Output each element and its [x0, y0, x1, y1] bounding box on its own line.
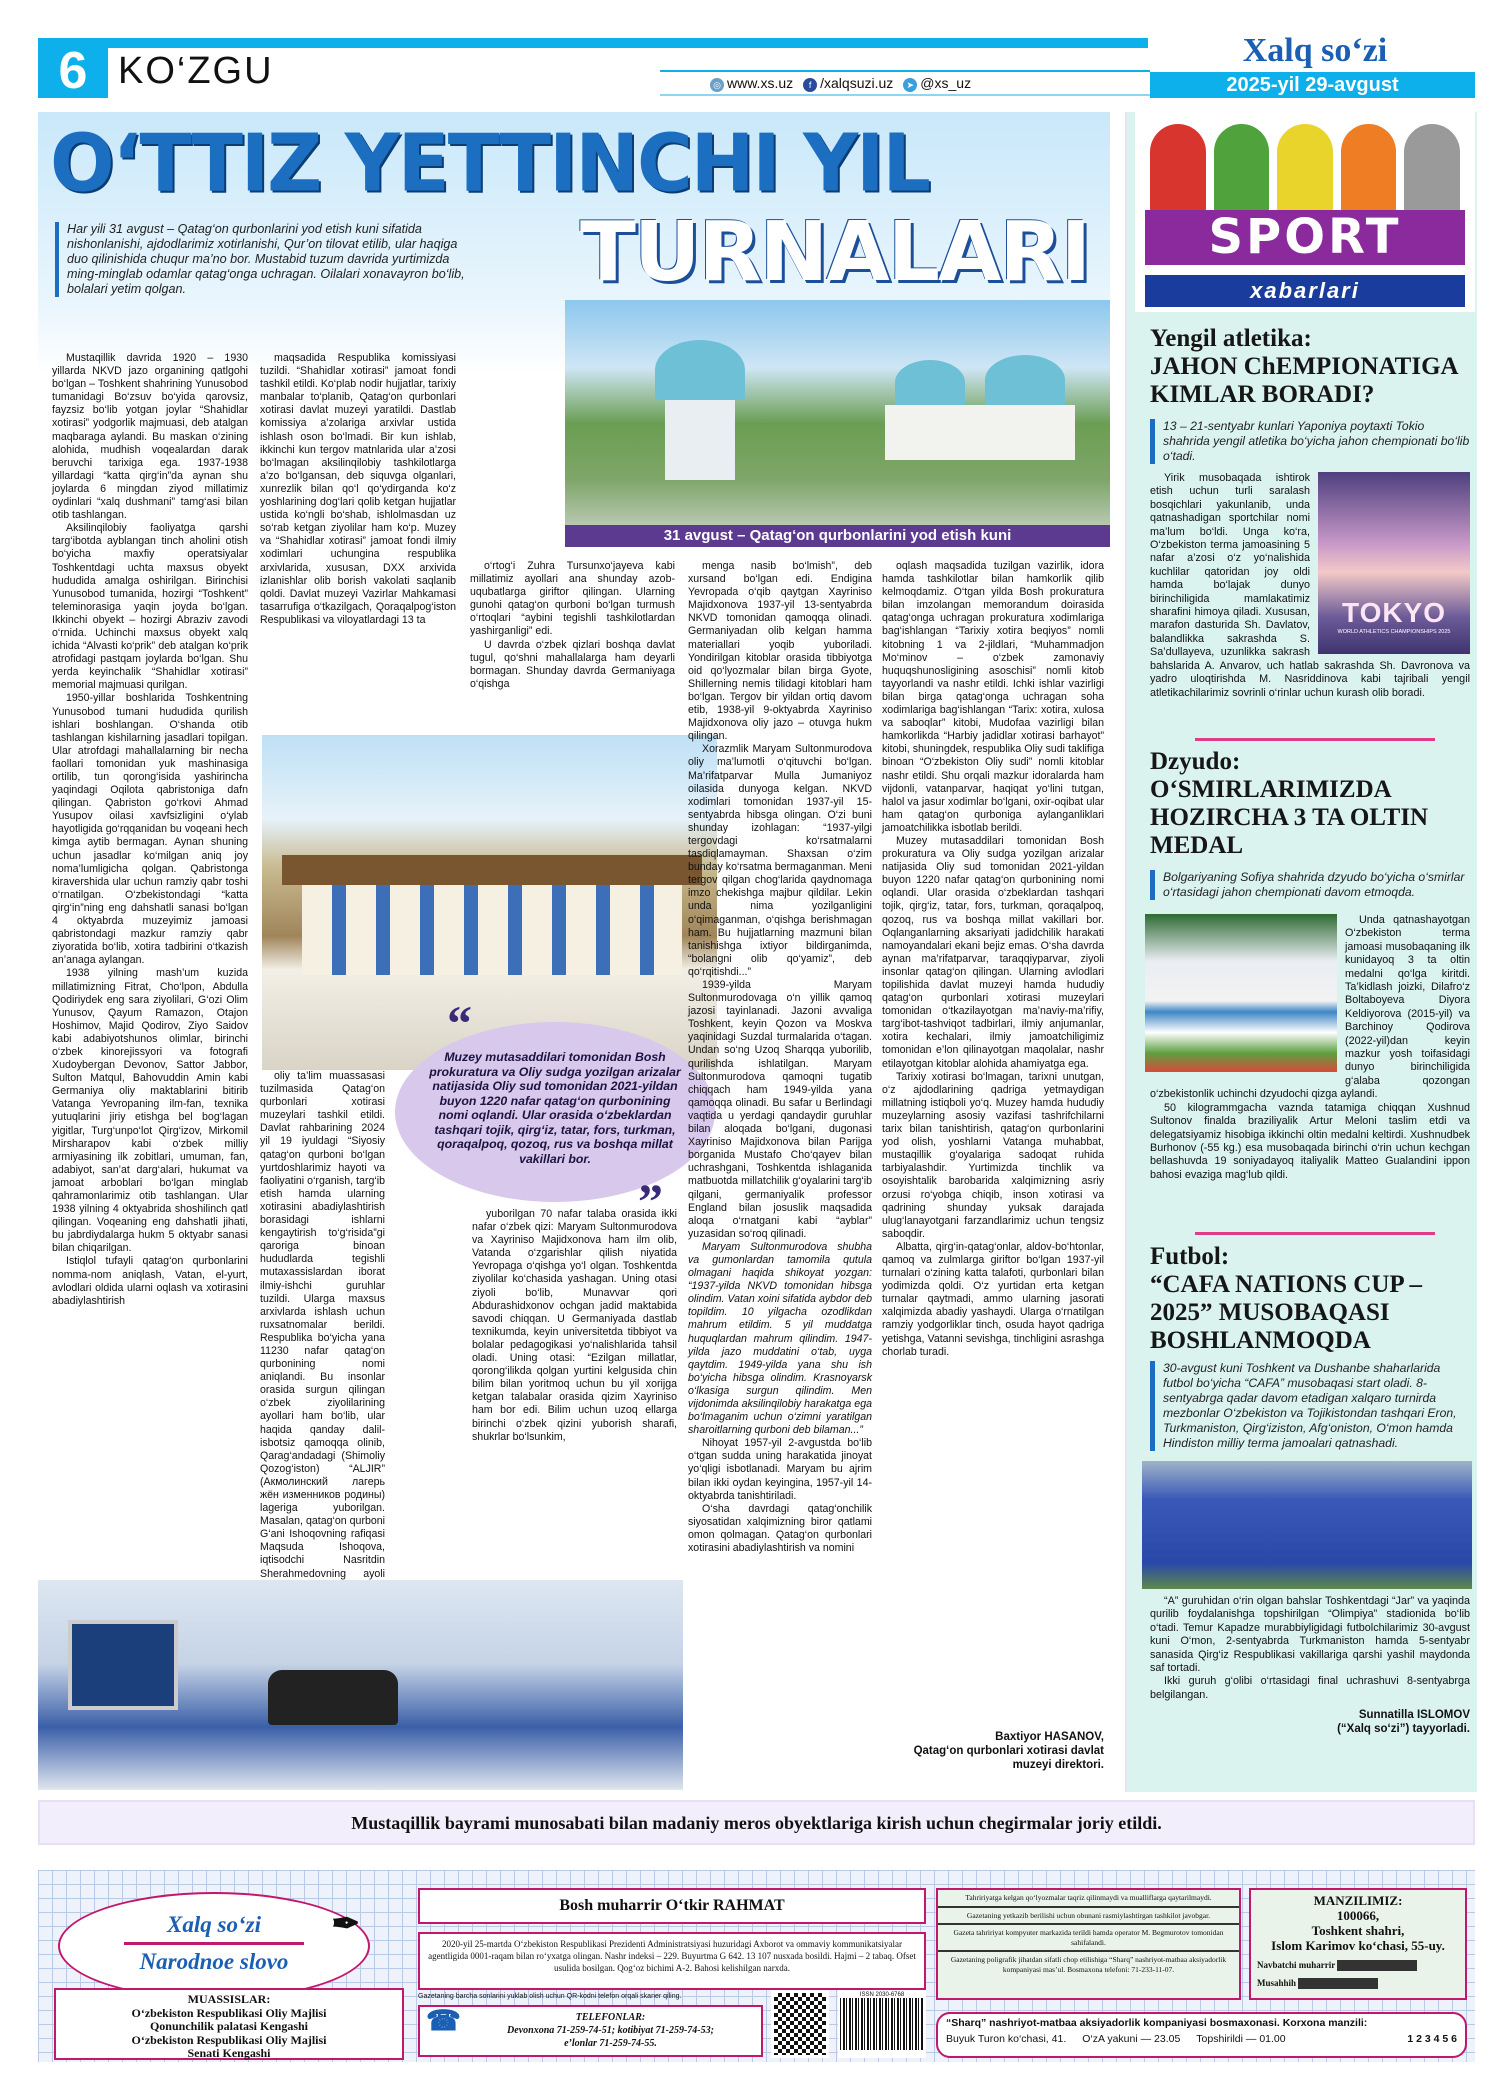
paragraph: Maryam Sultonmurodova shubha va gumonlardan tamomila qutula olmagani haqida shikoyat yozgan: “1937-yilda NKVD tomonidan hibsga olindim. Vatan xoini sifatida aybdor deb topildim. 10 yilgacha ozodlikdan mahrum etildim. 5 yil muddatga huquqlardan mahrum qilindim. 1947-yilda jazo muddatini o‘tab, uyga qaytdim. 1949-yilda yana shu ish bo‘yicha hibsga olindim. Krasnoyarsk o‘lkasiga surgun qilindim. Men vijdonimda aksilinqilobiy harakatga ega bo‘lmaganim uchun o‘zimni yaratilgan sharoitlarning qurboni deb bilaman...” [688, 1240, 872, 1437]
duty-editor-label: Navbatchi muharrir [1257, 1960, 1336, 1970]
football-lead: 30-avgust kuni Toshkent va Dushanbe shaharlarida futbol bo‘yicha “CAFA” musobaqasi start oladi. 8-sentyabrga qadar davom etadigan xalqaro turnirda mezbonlar O‘zbekiston va Tojikistondan tashqari Eron, Turkmaniston, Qirg‘iziston, Afg‘oniston, O‘mon hamda Hindiston milliy terma jamoalari qatnashadi. [1150, 1361, 1470, 1451]
sport-logo-subtitle: xabarlari [1145, 275, 1465, 307]
paragraph: Yirik musobaqada ishtirok etish uchun turli saralash bosqichlari yakunlanib, unda qatnashadigan sportchilar nomi ma’lum bo‘ldi. Unga ko‘ra, O‘zbekiston terma jamoasining 5 nafar a’zosi o‘z yo‘nalishida kuchlilar qatoridan joy oldi hamda bo‘lajak dunyo birinchiligida mamlakatimiz sharafini himoya qiladi. Xususan, marafon dasturida Sh. Davlatov, balandlikka sakrashda S. Sa’dullayeva, uzunlikka sakrash bahslarida A. Anvarov, uch hatlab sakrashda Sh. Davronova va yadro uloqtirishda M. Nasriddinova kabi tajribali yengil atletikachilarimiz sovrinli o‘rinlar uchun kurash olib boradi. [1150, 472, 1470, 699]
poster-title: TOKYO [1341, 597, 1447, 628]
founder: O‘zbekiston Respublikasi Oliy Majlisi [131, 2005, 327, 2020]
notes-box [936, 1888, 1241, 2000]
dome-shape [985, 355, 1065, 405]
article-signature [882, 1730, 1104, 1772]
facebook-icon: f [803, 78, 817, 92]
facebook-link[interactable]: f /xalqsuzi.uz [803, 75, 893, 92]
author-note: (“Xalq so‘zi”) tayyorladi. [1337, 1723, 1470, 1736]
barcode [838, 1990, 926, 2058]
dome-shape [895, 360, 965, 405]
paragraph: Ikki guruh g‘olibi o‘rtasidagi final uchrashuvi 8-sentyabrga belgilangan. [1150, 1675, 1470, 1701]
founder: O‘zbekiston Respublikasi Oliy Majlisi [131, 2032, 327, 2047]
article-column-4 [688, 560, 872, 1782]
imprint-footer [38, 1870, 1475, 2062]
author-role: Qatag‘on qurbonlari xotirasi davlat muzeyi direktori. [913, 1745, 1104, 1771]
logo-line-2: Narodnoe slovo [139, 1949, 289, 1974]
museum-building-photo [262, 735, 717, 1070]
team-photo [1142, 1461, 1472, 1589]
paragraph: O‘sha davrdagi qatag‘onchilik siyosatidan xalqimizning biror qatlami omon qolmagan. Qatag‘on qurbonlari xotirasini abadiylashtirish va nomini [688, 1502, 872, 1555]
football-body [1150, 1595, 1470, 1702]
author-name: Sunnatilla ISLOMOV [1358, 1709, 1470, 1722]
printer-box [936, 2012, 1467, 2058]
logo-line-1: Xalq so‘zi [167, 1912, 261, 1937]
plate-numbers: 1 2 3 4 5 6 [1407, 2033, 1457, 2045]
paragraph: yuborilgan 70 nafar talaba orasida ikki nafar o‘zbek qizi: Maryam Sultonmurodova va Xayriniso Majidxonova ham ilm olib, Vatanda o‘zgarishlar qilish niyatida Yevropaga o‘qishga yo‘l olgan. Toshkentda ziyolilar ko‘chasida yashagan. Uning otasi ziyoli bo‘lib, Munavvar qori Abdurashidxonov ochgan jadid maktabida savodi chiqqan. U Germaniyada dastlab texnikumda, keyin universitetda tibbiyot va bolalar pedagogikasi yo‘nalishlarida tahsil oladi. Uning otasi: “Ezilgan millatlar, qorong‘ilikda qolgan yurtini kelgusida chin bilim bilan yoritmoq uchun bu yil xorijga ketgan talabalar orasida qizim Xayriniso ham bor edi. Bilim uchun uzoq ellarga birinchi o‘zbek qizini yuborish sharafi, shukrlar bo‘lsunkim, [472, 1208, 677, 1443]
article-intro: Har yili 31 avgust – Qatag‘on qurbonlarini yod etish kuni sifatida nishonlanishi, ajdodlarimiz xotirlanishi, Qur’on tilovat etilib, ular haqiga duo qilinishida chuqur ma’no bor. Mustabid tuzum davrida yurtimizda ming-minglab odamlar qatag‘onga uchragan. Oilalari xonavayron bo‘lib, bolalari yetim qolgan. [55, 222, 470, 297]
website-link[interactable]: ◎ www.xs.uz [710, 75, 793, 92]
article-column-3-top [470, 560, 675, 730]
address-line: Islom Karimov ko‘chasi, 55-uy. [1271, 1938, 1445, 1953]
roof-shape [282, 855, 702, 885]
paragraph: 50 kilogrammgacha vaznda tatamiga chiqqan Xushnud Sultonov finalda braziliyalik Artur Meloni taslim etdi va delegatsiyamiz hisobiga ikkinchi oltin medalni keltirdi. Xushnudbek Burhonov (-55 kg.) esa musobaqada birinchi o‘rin uchun kechgan bellashuvda 19 soniyadayoq italiyalik Matteo Gualandini ippon bahosi evaziga mag‘lub qildi. [1150, 1101, 1470, 1181]
paragraph: Xorazmlik Maryam Sultonmurodova oliy ma’lumotli o‘qituvchi bo‘lgan. Ma’rifatparvar Mulla Jumaniyoz oilasida dunyoga kelgan. NKVD xodimlari tomonidan 1937-yil 15-sentyabrda hibsga olingan. O‘zi buni shunday izohlagan: “1937-yilgi tergovdagi ko‘rsatmalarni tasdiqlamayman. Shaxsan o‘zim bunday ko‘rsatma bermaganman. Meni tergov qilgan chog‘larida qaydnomaga imzo chekishga majbur qildilar. Lekin unda nima yozilganligini o‘qimaganman, o‘qishga berishmagan ham. Bu hujjatlarning mazmuni bilan tanishishga ixtiyor bildirganimda, “bolangni olib qo‘yamiz”, deb qo‘rqitishdi...” [688, 743, 872, 978]
paragraph: U davrda o‘zbek qizlari boshqa davlat tugul, qo‘shni mahallalarga ham deyarli bormagan. Shunday davrda Germaniyaga o‘qishga [470, 638, 675, 690]
printer-address: Buyuk Turon ko‘chasi, 41. [946, 2033, 1067, 2045]
paragraph: 1950-yillar boshlarida Toshkentning Yunusobod tumani hududida qurilish ishlari boshlangan. O‘shanda otib tashlangan kishilarning jasadlari topilgan. Ular atrofdagi mahallalarning bir necha faollari tomonidan yuk mashinasiga ortilib, tun qorong‘isida yashirincha yaqindagi Oqilota qabristoniga dafn qilingan. Qabriston go‘rkovi Ahmad Yusupov oilasi xavfsizligini o‘ylab hayotligida go‘rqqanidan bu voqeani hech kimga aytib bermagan. Aynan shuning uchun jasadlar ko‘milgan aniq joy noma’lumligicha qolgan. Qabristonga kiravershida ular uchun ramziy qabr toshi o‘rnatilgan. O‘zbekistondagi “katta qirg‘in”ning eng dahshatli sanasi bo‘lgan 4 oktyabrda muzeyimiz jamoasi qabristondagi mazkur ramziy qabr ziyoratida bo‘lib, xotira tadbirini o‘tkazish an’anaga aylangan. [52, 692, 248, 967]
divider [1195, 738, 1435, 741]
screen-shape [68, 1620, 178, 1710]
paragraph: Aksilinqilobiy faoliyatga qarshi targ‘ibotda ayblangan tinch aholini otish bo‘yicha maxfiy operatsiyalar Toshkentdagi uchta maxsus obyekt hududida amalga oshirilgan. Birinchisi Yunusobod tumanida, hozirgi “Toshkent” teleminorasiga yaqin joyda bo‘lgan. Ikkinchi obyekt – hozirgi Abraziv zavodi o‘rnida. Uchinchi maxsus obyekt xalq ichida “Alvasti ko‘prik” deb atalgan ko‘prik atrofidagi pastqam joylarda bo‘lgan. Shu yerda keyinchalik “Shahidlar xotirasi” memorial majmuasi qurilgan. [52, 522, 248, 692]
address-box [1249, 1888, 1467, 2000]
divider [1195, 1232, 1435, 1235]
paragraph: menga nasib bo‘lmish”, deb xursand bo‘lgan edi. Endigina Yevropada o‘qib qaytgan Xayriniso Majidxonova 1937-yil 13-sentyabrda NKVD tomonidan qamoqqa olinadi. Germaniyadan olib kelgan hamma materiallari yoqib yuboriladi. Yondirilgan kitoblar orasida tibbiyotga oid qo‘lyozmalar bilan birga Gyote, Shillerning nemis tilidagi kitoblari ham bo‘lgan. Tergov bir yildan ortiq davom etib, 1938-yil 9-oktyabrda Xayriniso Majidxonova oliy jazo – otuvga hukm qilingan. [688, 560, 872, 743]
rotunda-shape [665, 400, 735, 480]
athletics-lead: 13 – 21-sentyabr kunlari Yaponiya poytaxti Tokio shahrida yengil atletika bo‘yicha jahon chempionati bo‘lib o‘tadi. [1150, 419, 1470, 464]
dome-shape [655, 340, 745, 400]
registration-box: 2020-yil 25-martda O‘zbekiston Respublikasi Prezidenti Administratsiyasi huzuridagi Axborot va ommaviy kommunikatsiyalar agentligida 0001-raqam bilan ro‘yxatga olingan. Nashr indeksi – 229. Buyurtma G 642. 13 107 nusxada bosildi. Hajmi – 2 tabaq. Ofset usulida bosilgan. Qog‘oz bichimi A-2. Bahosi kelishilgan narxda. [418, 1932, 926, 1990]
barcode-bars [840, 1998, 924, 2050]
founder: Qonunchilik palatasi Kengashi [149, 2019, 309, 2033]
paragraph: oqlash maqsadida tuzilgan vazirlik, idora hamda tashkilotlar bilan hamkorlik qilib kelmoqdamiz. O‘tgan yilda Bosh prokuratura bilan imzolangan memorandum doirasida qatag‘onga uchragan prokuratura xodimlariga bag‘ishlangan “Tarixiy xotira beqiyos” nomli kitobning 1 va 2-jildlari, “Muhammadjon Mo‘minov – o‘zbek zamonaviy huquqshunosligining asoschisi” nomli kitob tayyorlandi va nashr etildi. Ichki ishlar vazirligi bilan birga qatag‘onga uchragan soha xodimlariga bag‘ishlangan “Tarix: xotira, xulosa va saboqlar” kitobi, Mudofaa vazirligi bilan hamkorlikda “Harbiy jadidlar xotirasi barhayot” kitobi, shuningdek, respublika Oliy sudi taklifiga binoan “O‘zbekiston Oliy sudi” nomli kitoblar nashr etildi. Shu orqali mazkur idoralarda ham vijdonli, vatanparvar, haqiqat yo‘lini tutgan, halol va jasur xodimlar bo‘lgani, oxir-oqibat ular ham qatag‘on qurboniga aylanganliklari jamoatchilikka isbotlab berildi. [882, 560, 1104, 834]
sport-signature [1150, 1708, 1470, 1736]
founder: Senati Kengashi [187, 2046, 271, 2060]
athletics-kicker: Yengil atletika: [1150, 325, 1312, 352]
telegram-link[interactable]: ➤ @xs_uz [903, 75, 971, 92]
paragraph: Muzey mutasaddilari tomonidan Bosh prokuratura va Oliy sudga yozilgan arizalar natijasida Oliy sud tomonidan 2021-yildan buyon 1220 nafar qatag‘on qurbonining nomi oqlandi. Ular orasida o‘zbeklardan tashqari tojik, qirg‘iz, tatar, fors, turkman, qoraqalpoq, qozoq, rus va boshqa millat vakillari bor. Oqlanganlarning aksariyati jadidchilik harakati namoyandalari ekani bejiz emas. O‘sha davrda aynan ma’rifatparvar, taraqqiyparvar, ziyoli insonlar qatag‘on qilingan. Ularning avlodlari topilishida davlat muzeyi hamda hududiy qatag‘on qurbonlari xotirasi muzeylari tomonidan o‘tkazilayotgan ma’naviy-ma’rifiy, targ‘ibot-tashviqot tadbirlari, ilmiy anjumanlar, xotira kechalari, ilmiy jamoatchiligimiz tomonidan e’lon qilinayotgan maqolalar, nashr etilayotgan kitoblar alohida ahamiyatga ega. [882, 834, 1104, 1070]
redacted-name [1337, 1960, 1417, 1971]
vintage-car-shape [268, 1670, 398, 1725]
football-article [1150, 1243, 1470, 1736]
quote-close-icon: ” [638, 1172, 663, 1229]
pull-quote [395, 995, 715, 1229]
page-number: 6 [38, 38, 108, 98]
phone-icon: ☎ [426, 2006, 461, 2037]
editor-box: Bosh muharrir O‘tkir RAHMAT [418, 1888, 926, 1924]
colonnade-shape [302, 885, 682, 975]
phones-line: Devonxona 71-259-74-51; kotibiyat 71-259-74-53; [507, 2025, 714, 2036]
paragraph: Tarixiy xotirasi bo‘lmagan, tarixni unutgan, o‘z ajdodlarining qadriga yetmaydigan millatning istiqboli yo‘q. Muzey hamda hududiy muzeylarning asosiy vazifasi tashrifchilarni tarix bilan tanishtirish, qatag‘on qurbonlarini yod olish, yoshlarni Vatanga muhabbat, mustaqillik g‘oyalariga sadoqat ruhida tarbiyalashdir. Yurtimizda tinchlik va osoyishtalik barobarida xalqimizning asriy orzusi ro‘yobga chiqib, inson xotirasi va qadrining shunday yuksak darajada ulug‘lanayotgani farzandlarimiz uchun tengsiz saboqdir. [882, 1070, 1104, 1240]
paragraph: Unda qatnashayotgan O‘zbekiston terma jamoasi musobaqaning ilk kunidayoq 3 ta oltin medalni qo‘lga kiritdi. Ta’kidlash joizki, Dilafro‘z Boltaboyeva Diyora Keldiyorova (2015-yil) va Barchinoy Qodirova (2022-yil)dan keyin mazkur yosh toifasidagi dunyo birinchiligida g‘alaba qozongan o‘zbekistonlik uchinchi dzyudochi qizga aylandi. [1150, 914, 1470, 1101]
paragraph: Mustaqillik davrida 1920 – 1930 yillarda NKVD jazo organining qatlgohi bo‘lgan – Toshkent shahrining Yunusobod tumanidagi Bo‘zsuv bo‘yida qarovsiz, fayzsiz bo‘lib yotgan joylar “Shahidlar xotirasi” yodgorlik majmuasi, deb atalgan maqbaraga aylandi. Bu maskan o‘zining alohida, mudhish voqealardan darak beruvchi tarixiga ega. 1937-1938 yillardagi “katta qirg‘in”da aynan shu joylarda 6 mingdan ziyod millatimiz oydinlari “xalq dushmani” tamg‘asi bilan otib tashlangan. [52, 352, 248, 522]
note: Gazeta tahririyat kompyuter markazida terildi hamda operator M. Begmurotov tomonidan sahifalandi. [938, 1925, 1239, 1952]
article-column-5 [882, 560, 1104, 1720]
paragraph: Istiqlol tufayli qatag‘on qurbonlarini nomma-nom aniqlash, Vatan, el-yurt, avlodlari oldida ularni oqlash va xotirasini abadiylashtirish [52, 1255, 248, 1307]
football-headline: “CAFA NATIONS CUP – 2025” MUSOBAQASI BOSHLANMOQDA [1150, 1271, 1423, 1354]
memorial-photo [565, 300, 1110, 525]
printer-name: “Sharq” nashriyot-matbaa aksiyadorlik kompaniyasi bosmaxonasi. Korxona manzili: [946, 2017, 1368, 2029]
paragraph: o‘rtog‘i Zuhra Tursunxo‘jayeva kabi millatimiz ayollari ana shunday azob-uqubatlarga giriftor qilingan. Ularning gunohi qatag‘on qurboni bo‘lgan turmush o‘rtoqlari “aybini tegishli tashkilotlardan yashirganligi” edi. [470, 560, 675, 638]
header-bar [38, 38, 1148, 48]
issn-text: ISSN 2030-6768 [859, 1992, 905, 1998]
qr-note: Gazetaning barcha sonlarini yuklab olish uchun QR-kodni telefon orqali skaner qiling. [418, 1993, 682, 2000]
tokyo-poster [1318, 472, 1470, 654]
judo-kicker: Dzyudo: [1150, 748, 1241, 775]
rubric-title: KO‘ZGU [118, 50, 274, 92]
phones-box [418, 2005, 763, 2057]
headline-line1: O‘TTIZ YETTINCHI YIL [50, 115, 929, 210]
quote-open-icon: “ [447, 995, 472, 1051]
football-kicker: Futbol: [1150, 1243, 1230, 1270]
telegram-icon: ➤ [903, 78, 917, 92]
article-column-1 [52, 352, 248, 1574]
redacted-name [1298, 1978, 1378, 1989]
headline-line2: TURNALARI [580, 205, 1090, 300]
museum-interior-photo [38, 1580, 683, 1790]
paragraph: Nihoyat 1957-yil 2-avgustda bo‘lib o‘tgan sudda uning harakatida jinoyat yo‘qligi isbotlanadi. Maryam bu ajrim bilan ikki oydan keyingina, 1957-yil 14-oktyabrda tanishtiriladi. [688, 1437, 872, 1502]
paragraph: oliy ta’lim muassasasi tuzilmasida Qatag‘on qurbonlari xotirasi muzeylari tashkil etildi. Davlat rahbarining 2024 yil 19 iyuldagi “Siyosiy qatag‘on qurboni bo‘lgan yurtdoshlarimiz hayoti va faoliyatini o‘rganish, targ‘ib etish hamda ularning xotirasini abadiylashtirish borasidagi ishlarni kengaytirish to‘g‘risida”gi qaroriga binoan hududlarda tegishli mutaxassislardan iborat ilmiy-ishchi guruhlar tuzildi. Ularga maxsus arxivlarda ishlash uchun ruxsatnomalar berildi. Respublika bo‘yicha yana 11230 nafar qatag‘on qurbonining nomi aniqlandi. Bu insonlar orasida surgun qilingan o‘zbek ziyolilarining ayollari ham bo‘lib, ular haqida qanday dalil-isbotsiz qamoqqa olinib, Qarag‘andadagi (Shimoliy Qozog‘iston) “ALJIR” (Акмолинский лагерь жён изменников родины) lageriga yuborilgan. Masalan, qatag‘on qurboni G‘ani Ishoqovning rafiqasi Maqsuda Ishoqova, iqtisodchi Nasritdin Sherahmedovning ayoli [260, 1070, 385, 1580]
note: Tahririyatga kelgan qo‘lyozmalar taqriz qilinmaydi va mualliflarga qaytarilmaydi. [938, 1890, 1239, 1908]
footer-logo [58, 1892, 370, 2000]
logo-divider [124, 1942, 304, 1945]
masthead: Xalq so‘zi [1242, 32, 1388, 69]
social-links [660, 70, 1150, 96]
judo-article [1150, 748, 1470, 1182]
note: Gazetaning yetkazib berilishi uchun obunani rasmiylashtirgan tashkilot javobgar. [938, 1908, 1239, 1926]
address-title: MANZILIMIZ: [1313, 1893, 1403, 1908]
paragraph: 1939-yilda Maryam Sultonmurodovaga o‘n yillik qamoq jazosi tayinlanadi. Jazoni avvaliga Toshkent, keyin Qozon va Moskva yaqinidagi Suzdal turmalarida o‘tagan. Undan so‘ng Uzoq Sharqqa yuborilib, qurilishda ishlatilgan. Maryam Sultonmurodova qamoqni tugatib chiqqach ham 1949-yilda yana qamoqqa olinadi. Bu safar u Berlindagi vaqtida u yerdagi qandaydir guruhlar bilan aloqada bo‘lgani, dugonasi Xayriniso Majidxonova bilan Parijga borganida Mustafo Cho‘qayev bilan uchrashgani, Toshkentda ishlaganida matbuotda millatchilik g‘oyalarini targ‘ib qilgani, germaniyalik professor England bilan josuslik maqsadida aloqa o‘rnatgani kabi “ayblar” yuzasidan so‘roq qilinadi. [688, 979, 872, 1240]
address-line: 100066, [1336, 1908, 1380, 1923]
judo-headline: O‘SMIRLARIMIZDA HOZIRCHA 3 TA OLTIN MEDAL [1150, 776, 1429, 859]
photo-caption: 31 avgust – Qatag‘on qurbonlarini yod etish kuni [565, 525, 1110, 547]
address-line: Toshkent shahri, [1311, 1923, 1405, 1938]
founders-box [54, 1988, 404, 2060]
note: Gazetaning poligrafik jihatdan sifatli chop etilishiga “Sharq” nashriyot-matbaa aksiyadorlik kompaniyasi mas’ul. Bosmaxona telefoni: 71-233-11-07. [950, 1955, 1227, 1974]
globe-icon: ◎ [710, 78, 724, 92]
paragraph: 1938 yilning mash’um kuzida millatimizning Fitrat, Cho‘lpon, Abdulla Qodiriydek eng sara ziyolilari, G‘ozi Olim Yunusov, Qayum Ramazon, Otajon Hoshimov, Majid Qodirov, Ziyo Saidov kabi adabiyotshunos olimlar, birinchi o‘zbek kinorejissyori va fotografi Xudoybergan Devonov, Sattor Jabbor, Sulton Matqul, Bahovuddin Amin kabi Germaniya oliy maktablarini bitirib Vatanga Yevropaning ilm-fan, texnika yutuqlarini jiriy etishga bel bog‘lagan yigitlar, Turg‘unpo‘lot Qirg‘izov, Mirkomil Mirsharapov kabi o‘zbek milliy armiyasining ilk zobitlari, umuman, fan, adabiyot, san’at darg‘alari, hukumat va jamoat arboblari bo‘lgan minglab qahramonlarimiz otib tashlangan. Ular 1938 yilning 4 oktyabrida shoshilinch qatl qilingan. Voqeaning eng dahshatli jihati, bu jabrdiydalarga hukm 5 oktyabr sanasi bilan chiqarilgan. [52, 967, 248, 1255]
paragraph: maqsadida Respublika komissiyasi tuzildi. “Shahidlar xotirasi” jamoat fondi tashkil etildi. Ko‘plab nodir hujjatlar, tarixiy manbalar to‘planib, Qatag‘on qurbonlari xotirasi davlat muzeyi yaratildi. Dastlab komissiya a’zolariga arxivlar ustida ishlash oson bo‘lmadi. Bir kun ishlab, ikkinchi kun tergov matnlarida ular a’zosi bo‘lmagan aksilinqilobiy tashkilotlarga a’zo bo‘lgansan, deb siquvga olganlari, xunrezlik bilan qo‘l qo‘ydirganda ko‘z yoshlarining dog‘lari qolib ketgan hujjatlar ustida ko‘ngli bo‘shab, ishlolmasdan uz so‘rab ketgan ziyolilar ham ko‘p. Muzey va “Shahidlar xotirasi” jamoat fondi ilmiy xodimlari uchungina respublika arxivlarida, xususan, DXX arxivida izlanishlar olib borish vakolati saqlanib qoldi. Davlat muzeyi Vazirlar Mahkamasi tasarrufiga o‘tkazilgach, Qoraqalpog‘iston Respublikasi va viloyatlardagi 13 ta [260, 352, 456, 626]
proofreader-label: Musahhih [1257, 1978, 1297, 1988]
author-name: Baxtiyor HASANOV, [995, 1731, 1104, 1743]
athletics-article [1150, 325, 1470, 700]
article-column-2-lower [260, 1070, 385, 1580]
pull-quote-text: Muzey mutasaddilari tomonidan Bosh prokuratura va Oliy sudga yozilgan arizalar natijasida Oliy sud tomonidan 2021-yildan buyon 1220 nafar qatag‘on qurbonining nomi oqlandi. Ular orasida o‘zbeklardan tashqari tojik, qirg‘iz, tatar, fors, turkman, qoraqalpoq, qozoq, rus va boshqa millat vakillari bor. [429, 1050, 681, 1166]
phones-line: e’lonlar 71-259-74-55. [564, 2038, 657, 2049]
building-shape [885, 405, 1075, 460]
paragraph: Albatta, qirg‘in-qatag‘onlar, aldov-bo‘htonlar, qamoq va zulmlarga giriftor bo‘lgan 1937-yil turnalari o‘zining katta talafoti, qurbonlari bilan yodimizda qoldi. O‘z yurtidan erta ketgan turnalar qaytmadi, ammo ularning jasorati xalqimizda abadiy yashaydi. Ularga o‘rnatilgan ramziy yodgorliklar tinch, osuda hayot qadriga yetishga, Vatanni sevishga, tinchligini asrashga chorlab turadi. [882, 1240, 1104, 1358]
sport-logo-word: SPORT [1145, 210, 1465, 265]
phones-title: TELEFONLAR: [575, 2012, 646, 2023]
article-column-3-lower [392, 1208, 677, 1578]
submitted-time: Topshirildi — 01.00 [1196, 2033, 1286, 2045]
qr-code[interactable] [771, 1990, 829, 2058]
pen-icon: ✒ [331, 1906, 360, 1943]
issue-date: 2025-yil 29-avgust [1150, 72, 1475, 98]
poster-subtitle: WORLD ATHLETICS CHAMPIONSHIPS 2025 [1337, 629, 1451, 635]
announcement-banner: Mustaqillik bayrami munosabati bilan madaniy meros obyektlariga kirish uchun chegirmalar joriy etildi. [38, 1800, 1475, 1845]
paragraph: “A” guruhidan o‘rin olgan bahslar Toshkentdagi “Jar” va yaqinda qurilib foydalanishga topshirilgan “Olimpiya” stadionida bo‘lib o‘tadi. Temur Kapadze murabbiyligidagi futbolchilarimiz 30-avgust kuni O‘mon, 2-sentyabrda Turkmaniston hamda 5-sentyabr sanasida Qirg‘iz Respublikasi vakillariga qarshi yashil maydonda saf tortadi. [1150, 1595, 1470, 1675]
article-column-2 [260, 352, 456, 730]
judo-lead: Bolgariyaning Sofiya shahrida dzyudo bo‘yicha o‘smirlar o‘rtasidagi jahon chempionati davom etmoqda. [1150, 870, 1470, 900]
oza-time: O‘zA yakuni — 23.05 [1082, 2033, 1181, 2045]
judo-photo [1145, 914, 1337, 1072]
founders-title: MUASSISLAR: [187, 1992, 271, 2006]
athletics-headline: JAHON ChEMPIONATIGA KIMLAR BORADI? [1150, 353, 1458, 408]
